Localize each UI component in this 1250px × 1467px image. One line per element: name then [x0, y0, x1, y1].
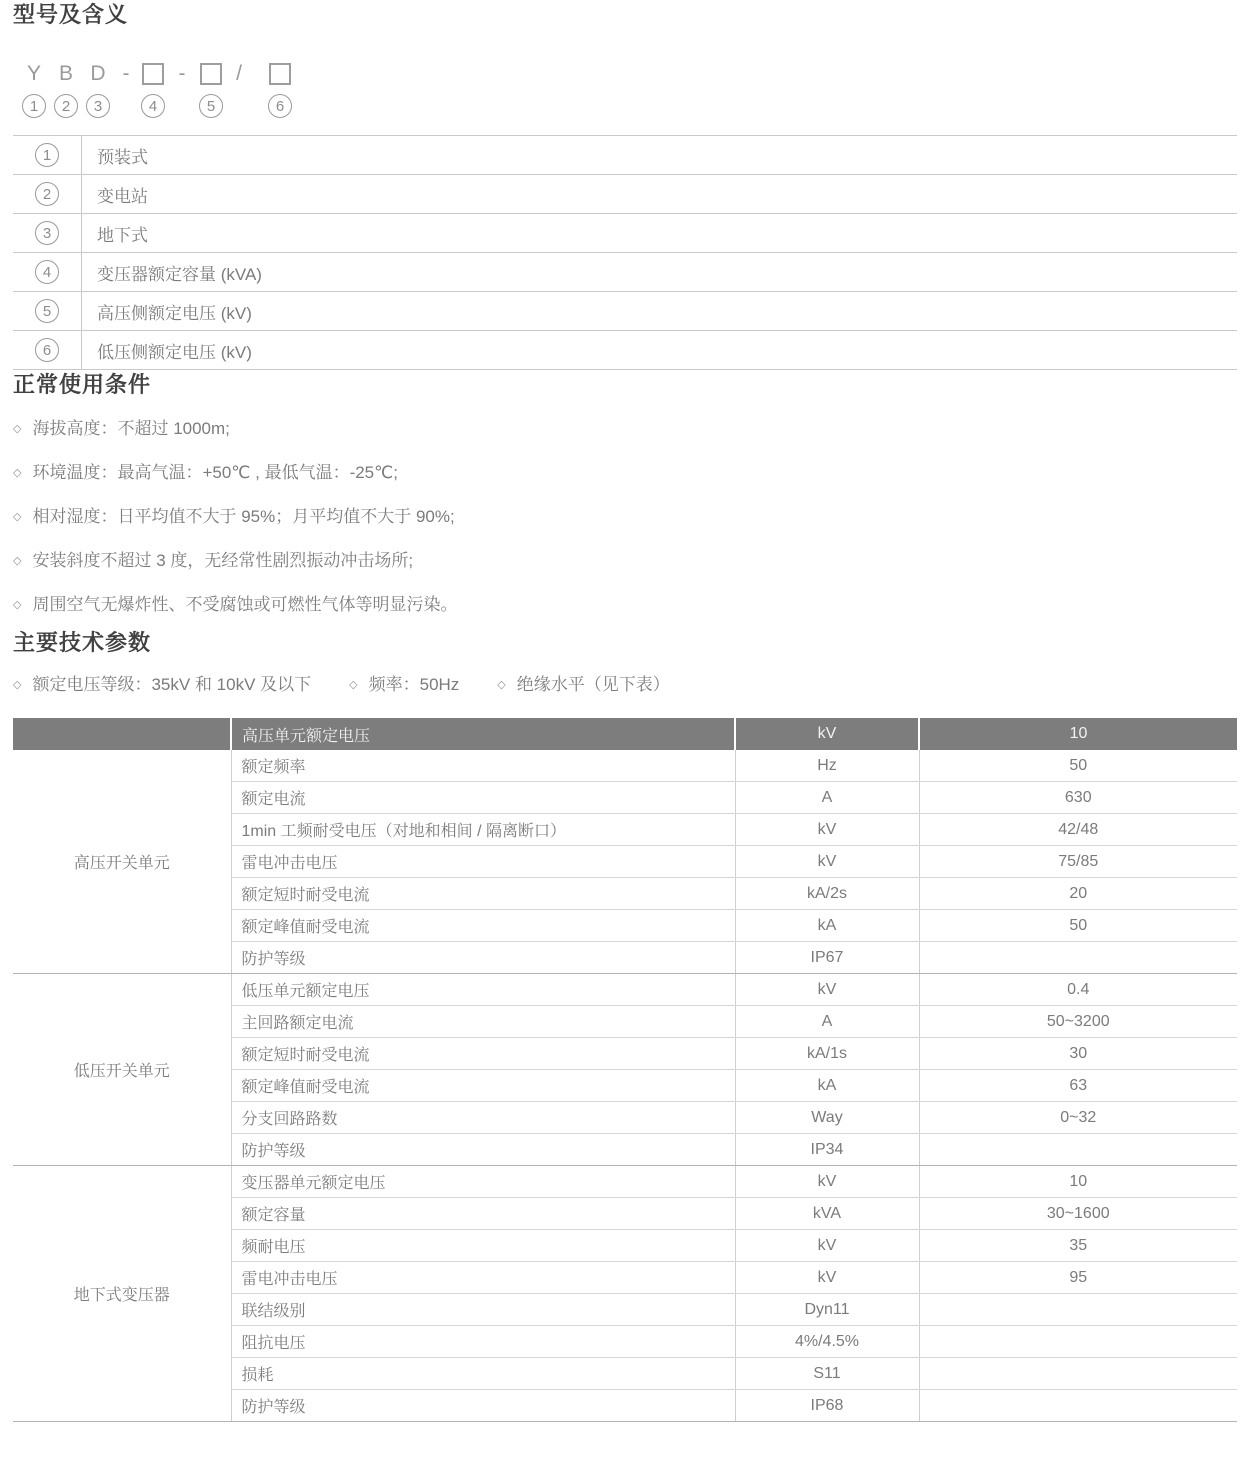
spec-param-unit: Way [735, 1102, 919, 1134]
model-placeholder-box [200, 63, 222, 85]
param-text: 频率：50Hz [368, 675, 460, 694]
spec-row [13, 750, 1237, 782]
spec-param-unit: 4%/4.5% [735, 1326, 919, 1358]
model-meaning-desc: 变压器额定容量 (kVA) [82, 253, 1238, 292]
spec-param-unit: kVA [735, 1198, 919, 1230]
param-text: 绝缘水平（见下表） [516, 675, 670, 694]
condition-item [13, 584, 1237, 628]
spec-param-value: 35 [919, 1230, 1237, 1262]
condition-item [13, 408, 1237, 452]
circled-number-marker: 6 [268, 94, 292, 118]
spec-header-name: 高压单元额定电压 [231, 718, 735, 750]
model-meaning-desc: 高压侧额定电压 (kV) [82, 292, 1238, 331]
model-meaning-desc: 地下式 [82, 214, 1238, 253]
spec-param-unit: kV [735, 846, 919, 878]
model-meaning-num-cell [13, 331, 82, 370]
spec-param-unit: kA/1s [735, 1038, 919, 1070]
spec-param-value: 10 [919, 1166, 1237, 1198]
spec-param-name: 阻抗电压 [231, 1326, 735, 1358]
model-meaning-table [13, 135, 1237, 370]
circled-number-marker: 5 [199, 94, 223, 118]
condition-text: 海拔高度：不超过 1000m; [32, 419, 230, 438]
model-code-letter: Y [26, 62, 42, 85]
technical-spec-table-body [13, 718, 1237, 1422]
diamond-bullet-icon: ◇ [13, 679, 22, 691]
condition-text: 安装斜度不超过 3 度，无经常性剧烈振动冲击场所; [32, 551, 414, 570]
spec-param-unit: A [735, 1006, 919, 1038]
condition-text: 周围空气无爆炸性、不受腐蚀或可燃性气体等明显污染。 [32, 595, 458, 614]
diamond-bullet-icon: ◇ [497, 679, 506, 691]
model-meaning-row [13, 214, 1237, 253]
spec-param-value [919, 1358, 1237, 1390]
circled-number-marker: 3 [86, 94, 110, 118]
circled-number: 3 [35, 221, 59, 245]
spec-param-unit: kV [735, 814, 919, 846]
spec-param-unit: IP34 [735, 1134, 919, 1166]
circled-number: 6 [35, 338, 59, 362]
model-meaning-desc: 低压侧额定电压 (kV) [82, 331, 1238, 370]
spec-param-name: 频耐电压 [231, 1230, 735, 1262]
model-meaning-num-cell [13, 253, 82, 292]
spec-param-unit: kA [735, 910, 919, 942]
section-title-conditions: 正常使用条件 [13, 372, 152, 397]
spec-param-unit: kA/2s [735, 878, 919, 910]
circled-number-marker: 2 [54, 94, 78, 118]
spec-param-unit: IP67 [735, 942, 919, 974]
spec-group-label: 地下式变压器 [13, 1166, 231, 1422]
spec-param-value: 42/48 [919, 814, 1237, 846]
model-meaning-row [13, 175, 1237, 214]
param-bullet-item [349, 675, 459, 694]
spec-param-value [919, 942, 1237, 974]
param-text: 额定电压等级：35kV 和 10kV 及以下 [32, 675, 312, 694]
model-meaning-num-cell [13, 214, 82, 253]
spec-header-value: 10 [919, 718, 1237, 750]
model-code-markers [13, 94, 1237, 122]
model-code-letter: B [58, 62, 74, 85]
spec-param-name: 防护等级 [231, 1390, 735, 1422]
spec-param-value: 0.4 [919, 974, 1237, 1006]
spec-param-value: 75/85 [919, 846, 1237, 878]
spec-param-value: 30~1600 [919, 1198, 1237, 1230]
technical-spec-table [13, 718, 1237, 1422]
section-title-model: 型号及含义 [13, 2, 129, 27]
spec-param-value: 95 [919, 1262, 1237, 1294]
spec-group-label: 高压开关单元 [13, 750, 231, 974]
spec-param-name: 损耗 [231, 1358, 735, 1390]
model-code-diagram [13, 60, 1237, 122]
spec-param-unit: Dyn11 [735, 1294, 919, 1326]
circled-number: 2 [35, 182, 59, 206]
spec-param-name: 变压器单元额定电压 [231, 1166, 735, 1198]
spec-param-value: 50 [919, 750, 1237, 782]
spec-param-unit: kV [735, 1230, 919, 1262]
spec-row [13, 974, 1237, 1006]
circled-number-marker: 4 [141, 94, 165, 118]
circled-number: 5 [35, 299, 59, 323]
section-title-params: 主要技术参数 [13, 630, 152, 655]
diamond-bullet-icon: ◇ [13, 599, 22, 611]
spec-param-name: 分支回路路数 [231, 1102, 735, 1134]
spec-param-name: 雷电冲击电压 [231, 1262, 735, 1294]
model-meaning-row [13, 331, 1237, 370]
spec-row [13, 1166, 1237, 1198]
condition-text: 环境温度：最高气温：+50℃ , 最低气温：-25℃; [32, 463, 398, 482]
model-code-letter: - [178, 62, 186, 85]
spec-param-value: 50~3200 [919, 1006, 1237, 1038]
spec-param-value: 63 [919, 1070, 1237, 1102]
spec-param-value: 0~32 [919, 1102, 1237, 1134]
spec-param-value [919, 1390, 1237, 1422]
spec-param-name: 额定电流 [231, 782, 735, 814]
spec-param-value [919, 1134, 1237, 1166]
model-code-letters [13, 60, 1237, 88]
condition-text: 相对湿度：日平均值不大于 95%；月平均值不大于 90%; [32, 507, 455, 526]
spec-param-unit: Hz [735, 750, 919, 782]
spec-param-unit: IP68 [735, 1390, 919, 1422]
spec-param-name: 额定短时耐受电流 [231, 1038, 735, 1070]
spec-group-label: 低压开关单元 [13, 974, 231, 1166]
spec-header-unit: kV [735, 718, 919, 750]
model-meaning-row [13, 253, 1237, 292]
model-placeholder-box [269, 63, 291, 85]
model-meaning-num-cell [13, 292, 82, 331]
spec-param-name: 额定容量 [231, 1198, 735, 1230]
model-code-letter: D [90, 62, 106, 85]
model-meaning-num-cell [13, 175, 82, 214]
model-meaning-desc: 预装式 [82, 136, 1238, 175]
param-bullet-item [13, 675, 311, 694]
spec-param-name: 联结级别 [231, 1294, 735, 1326]
diamond-bullet-icon: ◇ [13, 511, 22, 523]
spec-param-value [919, 1294, 1237, 1326]
circled-number: 1 [35, 143, 59, 167]
spec-param-name: 防护等级 [231, 1134, 735, 1166]
model-code-letter: - [122, 62, 130, 85]
circled-number-marker: 1 [22, 94, 46, 118]
model-meaning-desc: 变电站 [82, 175, 1238, 214]
conditions-list [13, 408, 1237, 628]
model-meaning-row [13, 136, 1237, 175]
spec-param-value: 20 [919, 878, 1237, 910]
spec-param-value [919, 1326, 1237, 1358]
param-bullet-item [497, 675, 669, 694]
condition-item [13, 452, 1237, 496]
spec-param-name: 额定短时耐受电流 [231, 878, 735, 910]
diamond-bullet-icon: ◇ [13, 555, 22, 567]
spec-param-unit: S11 [735, 1358, 919, 1390]
spec-param-unit: kA [735, 1070, 919, 1102]
model-meaning-row [13, 292, 1237, 331]
spec-header-corner-cell [13, 718, 231, 750]
condition-item [13, 496, 1237, 540]
spec-param-name: 防护等级 [231, 942, 735, 974]
spec-param-unit: A [735, 782, 919, 814]
diamond-bullet-icon: ◇ [13, 467, 22, 479]
diamond-bullet-icon: ◇ [349, 679, 358, 691]
spec-param-unit: kV [735, 1262, 919, 1294]
spec-param-name: 1min 工频耐受电压（对地和相间 / 隔离断口） [231, 814, 735, 846]
spec-param-name: 主回路额定电流 [231, 1006, 735, 1038]
model-meaning-table-body [13, 136, 1237, 370]
model-meaning-num-cell [13, 136, 82, 175]
model-code-letter: / [236, 62, 242, 85]
spec-param-value: 50 [919, 910, 1237, 942]
params-bullet-line [13, 672, 1237, 700]
spec-param-name: 额定峰值耐受电流 [231, 910, 735, 942]
diamond-bullet-icon: ◇ [13, 423, 22, 435]
spec-param-name: 雷电冲击电压 [231, 846, 735, 878]
condition-item [13, 540, 1237, 584]
spec-param-name: 额定峰值耐受电流 [231, 1070, 735, 1102]
model-placeholder-box [142, 63, 164, 85]
spec-param-value: 630 [919, 782, 1237, 814]
spec-param-value: 30 [919, 1038, 1237, 1070]
circled-number: 4 [35, 260, 59, 284]
spec-param-unit: kV [735, 974, 919, 1006]
spec-param-name: 额定频率 [231, 750, 735, 782]
spec-header-row [13, 718, 1237, 750]
spec-param-unit: kV [735, 1166, 919, 1198]
spec-param-name: 低压单元额定电压 [231, 974, 735, 1006]
